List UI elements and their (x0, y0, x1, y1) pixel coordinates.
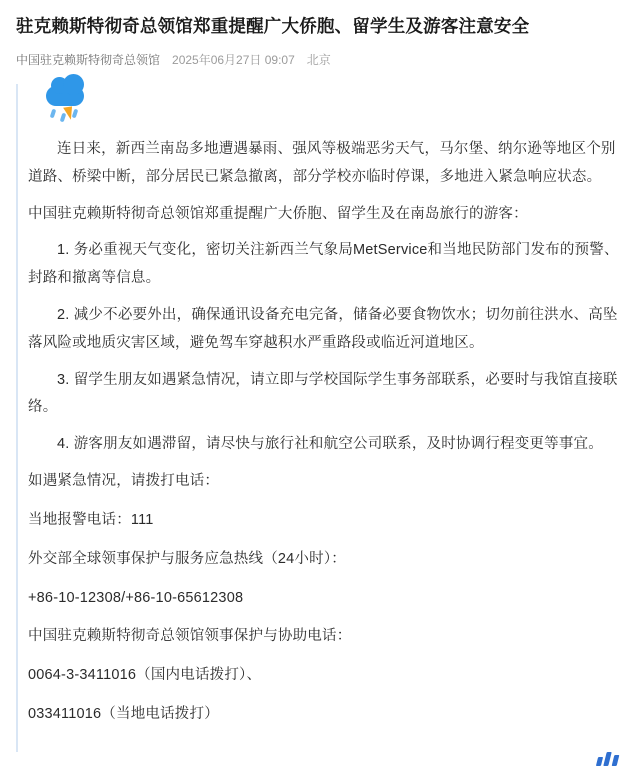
article-paragraphs (28, 136, 624, 729)
article-body (16, 84, 624, 766)
publisher-logo-icon (594, 751, 620, 766)
paragraph: 4. 游客朋友如遇滞留，请尽快与旅行社和航空公司联系，及时协调行程变更等事宜。 (57, 436, 603, 453)
article-location: 北京 (306, 52, 331, 67)
thunderstorm-icon (42, 84, 98, 130)
article-meta (16, 51, 624, 68)
paragraph: 2. 减少不必要外出，确保通讯设备充电完备，储备必要食物饮水；切勿前往洪水、高坠落风险或地质灾害区域，避免驾车穿越积水严重路段或临近河道地区。 (28, 306, 618, 351)
paragraph: 中国驻克赖斯特彻奇总领馆郑重提醒广大侨胞、留学生及在南岛旅行的游客： (28, 205, 528, 222)
page-title: 驻克赖斯特彻奇总领馆郑重提醒广大侨胞、留学生及游客注意安全 (16, 16, 530, 36)
paragraph: 033411016（当地电话拨打） (28, 706, 219, 723)
article-source: 中国驻克赖斯特彻奇总领馆 (16, 52, 161, 67)
paragraph: 外交部全球领事保护与服务应急热线（24小时）： (28, 550, 346, 567)
paragraph: 中国驻克赖斯特彻奇总领馆领事保护与协助电话： (28, 628, 352, 645)
paragraph: 当地报警电话：111 (28, 511, 154, 528)
article-timestamp: 2025年06月27日 09:07 (172, 52, 295, 67)
paragraph: 3. 留学生朋友如遇紧急情况，请立即与学校国际学生事务部联系，必要时与我馆直接联络。 (28, 371, 618, 416)
paragraph: 0064-3-3411016（国内电话拨打）、 (28, 667, 262, 684)
paragraph: 如遇紧急情况，请拨打电话： (28, 473, 220, 490)
paragraph: 连日来，新西兰南岛多地遭遇暴雨、强风等极端恶劣天气，马尔堡、纳尔逊等地区个别道路、桥梁中断，部分居民已紧急撤离，部分学校亦临时停课，多地进入紧急响应状态。 (28, 140, 616, 185)
paragraph: +86-10-12308/+86-10-65612308 (28, 589, 244, 606)
paragraph: 1. 务必重视天气变化，密切关注新西兰气象局MetService和当地民防部门发布的预警、封路和撤离等信息。 (28, 242, 619, 287)
